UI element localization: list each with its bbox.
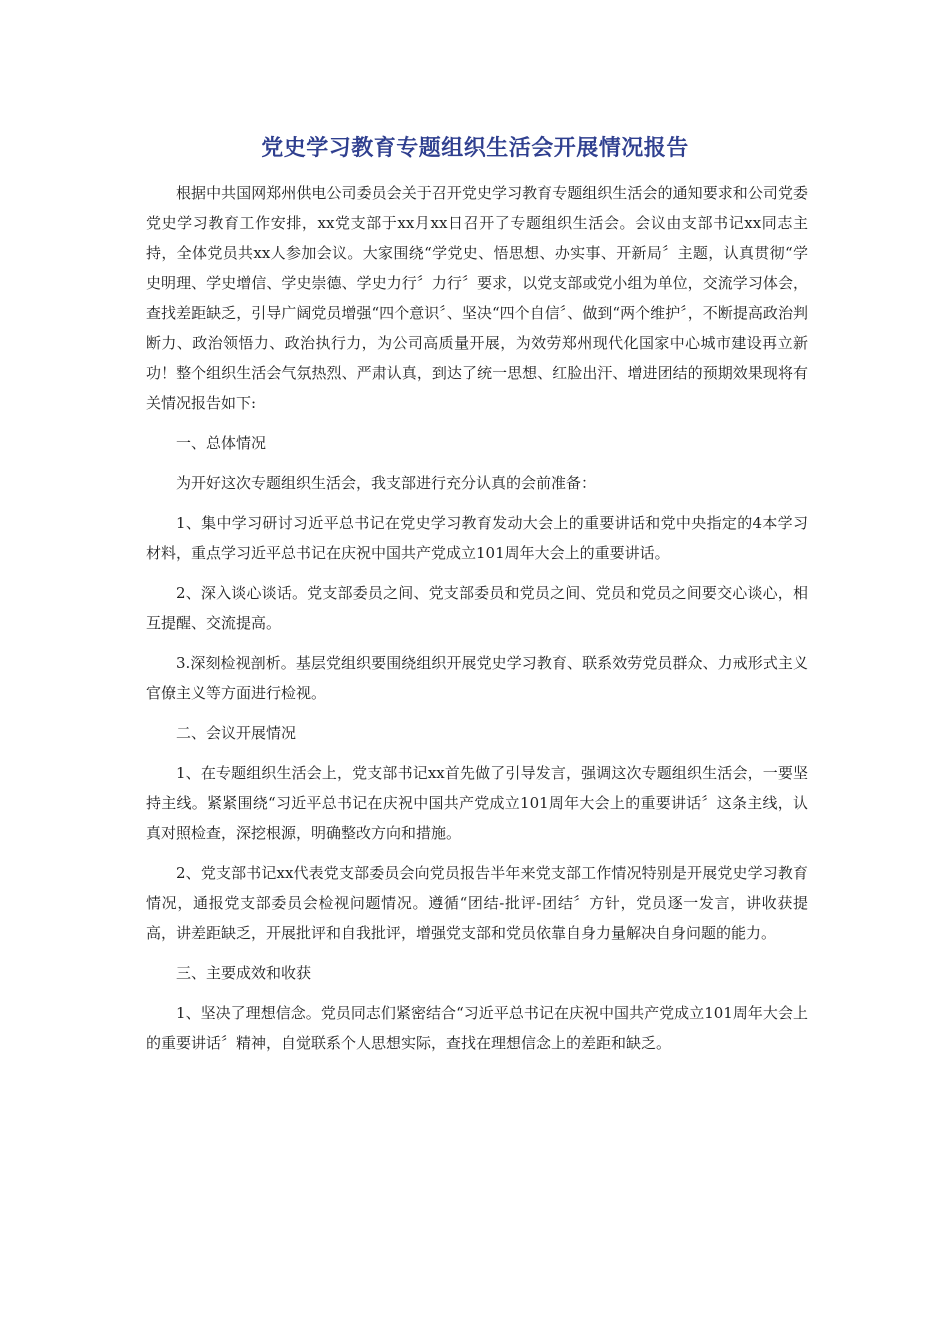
list-item-meeting-2: 2、党支部书记xx代表党支部委员会向党员报告半年来党支部工作情况特别是开展党史学习教育情况，通报党支部委员会检视问题情况。遵循“团结-批评-团结〞方针，党员逐一发言，讲收获提高，讲差距缺乏，开展批评和自我批评，增强党支部和党员依靠自身力量解决自身问题的能力。 [146, 864, 808, 942]
intro-paragraph: 根据中共国网郑州供电公司委员会关于召开党史学习教育专题组织生活会的通知要求和公司党委党史学习教育工作安排，xx党支部于xx月xx日召开了专题组织生活会。会议由支部书记xx同志主持，全体党员共xx人参加会议。大家围绕“学党史、悟思想、办实事、开新局〞主题，认真贯彻“学史明理、学史增信、学史崇德、学史力行〞力行〞要求，以党支部或党小组为单位，交流学习体会，查找差距缺乏，引导广阔党员增强“四个意识〞、坚决“四个自信〞、做到“两个维护〞，不断提高政治判断力、政治领悟力、政治执行力，为公司高质量开展，为效劳郑州现代化国家中心城市建设再立新功！整个组织生活会气氛热烈、严肃认真，到达了统一思想、红脸出汗、增进团结的预期效果现将有关情况报告如下: [146, 184, 808, 412]
list-item-talks: 2、深入谈心谈话。党支部委员之间、党支部委员和党员之间、党员和党员之间要交心谈心，相互提醒、交流提高。 [146, 584, 808, 632]
paragraph-preparation: 为开好这次专题组织生活会，我支部进行充分认真的会前准备： [176, 474, 597, 492]
list-item-review: 3.深刻检视剖析。基层党组织要围绕组织开展党史学习教育、联系效劳党员群众、力戒形式主义官僚主义等方面进行检视。 [146, 654, 808, 702]
section-heading-overview: 一、总体情况 [176, 434, 267, 452]
document-title: 党史学习教育专题组织生活会开展情况报告 [261, 136, 689, 161]
section-heading-meeting: 二、会议开展情况 [176, 724, 297, 742]
list-item-results-1: 1、坚决了理想信念。党员同志们紧密结合“习近平总书记在庆祝中国共产党成立101周年大会上的重要讲话〞精神，自觉联系个人思想实际，查找在理想信念上的差距和缺乏。 [146, 1004, 808, 1052]
list-item-study: 1、集中学习研讨习近平总书记在党史学习教育发动大会上的重要讲话和党中央指定的4本学习材料，重点学习近平总书记在庆祝中国共产党成立101周年大会上的重要讲话。 [146, 514, 808, 562]
section-heading-results: 三、主要成效和收获 [176, 964, 312, 982]
document-body [146, 178, 808, 1068]
list-item-meeting-1: 1、在专题组织生活会上，党支部书记xx首先做了引导发言，强调这次专题组织生活会，一要坚持主线。紧紧围绕“习近平总书记在庆祝中国共产党成立101周年大会上的重要讲话〞这条主线，认真对照检查，深挖根源，明确整改方向和措施。 [146, 764, 808, 842]
